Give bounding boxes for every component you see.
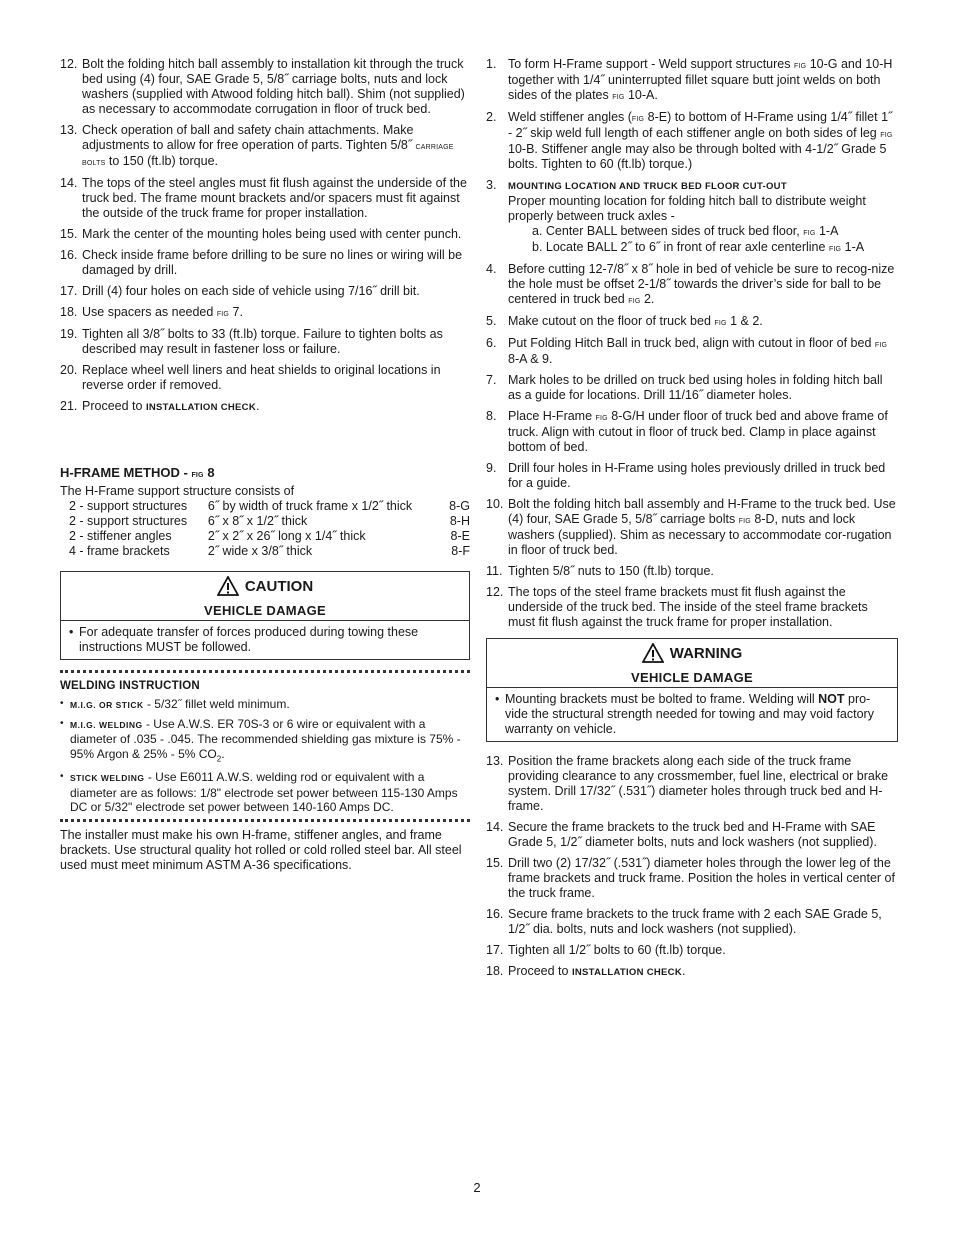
right-steps-list-c (486, 754, 898, 980)
caution-signal-word: CAUTION (244, 577, 314, 595)
warning-header (487, 639, 897, 688)
left-column (60, 57, 470, 873)
list-item: 5. Make cutout on the floor of truck bed fig 1 & 2. (486, 314, 763, 328)
warning-triangle-icon (217, 576, 239, 596)
table-row: 2 - support structures 6˝ by width of truck frame x 1/2˝ thick 8-G (69, 499, 470, 513)
table-row: 2 - support structures 6˝ x 8˝ x 1/2˝ thick 8-H (69, 514, 470, 528)
hframe-intro: The H-Frame support structure consists of (60, 484, 295, 498)
list-item: 20. Replace wheel well liners and heat shields to original locations in reverse order if removed. (60, 363, 441, 392)
list-item: 3. MOUNTING LOCATION AND TRUCK BED FLOOR CUT-OUT Proper mounting location for folding hitch ball to distribute weight properly between truck axles - a. Center BALL between sides of truck bed floor, fig 1-A b. Locate BALL 2˝ to 6˝ in front of rear axle centerline fig 1-A (486, 178, 898, 256)
hframe-parts-table (66, 499, 470, 559)
right-column (486, 57, 898, 986)
welding-title: WELDING INSTRUCTION (60, 680, 200, 692)
caution-text: • For adequate transfer of forces produced during towing these instructions MUST be followed. (69, 625, 461, 655)
list-item: 15. Drill two (2) 17/32˝ (.531˝) diameter holes through the lower leg of the frame brackets and truck frame. Position the holes in vertical center of the truck frame. (486, 856, 895, 900)
list-item: 1. To form H-Frame support - Weld support structures fig 10-G and 10-H together with 1/4˝ uninterrupted fillet square butt joint welds on both sides of the plates fig 10-A. (486, 57, 893, 102)
list-item: 19. Tighten all 3/8˝ bolts to 33 (ft.lb) torque. Failure to tighten bolts as described may result in fastener loss or failure. (60, 327, 443, 356)
list-item: 13. Check operation of ball and safety chain attachments. Make adjustments to allow for free operation of parts. Tighten 5/8˝ carriage bolts to 150 (ft.lb) torque. (60, 123, 454, 168)
list-item: 14. Secure the frame brackets to the truck bed and H-Frame with SAE Grade 5, 1/2˝ diameter bolts, nuts and lock washers (not supplied). (486, 820, 877, 849)
list-item: 2. Weld stiffener angles (fig 8-E) to bottom of H-Frame using 1/4˝ fillet 1˝ - 2˝ skip weld full length of each stiffener angle on both sides of leg fig 10-B. Stiffener angle may also be through bolted with 4-1/2˝ Grade 5 bolts. Tighten to 60 (ft.lb) torque.) (486, 110, 893, 171)
list-item: 13. Position the frame brackets along each side of the truck frame providing clearance to any crossmember, fuel line, electrical or brake system. Drill 17/32˝ (.531˝) diameter holes through truck bed and H-frame. (486, 754, 889, 813)
list-item: 16. Secure frame brackets to the truck frame with 2 each SAE Grade 5, 1/2˝ dia. bolts, nuts and lock washers (not supplied). (486, 907, 882, 936)
caution-box (60, 571, 470, 660)
caution-header (61, 572, 469, 621)
page-number: 2 (473, 1180, 481, 1195)
list-item: 17. Drill (4) four holes on each side of vehicle using 7/16˝ drill bit. (60, 284, 420, 298)
list-item: 6. Put Folding Hitch Ball in truck bed, align with cutout in floor of bed fig 8-A & 9. (486, 336, 888, 366)
installer-note: The installer must make his own H-frame, stiffener angles, and frame brackets. Use structural quality hot rolled or cold rolled steel bar. All steel used must meet minimum ASTM A-36 specifications. (60, 827, 462, 872)
list-item: 8. Place H-Frame fig 8-G/H under floor of truck bed and above frame of truck. Align with cutout in floor of truck bed. Clamp in place against bottom of bed. (486, 409, 888, 454)
list-item: 7. Mark holes to be drilled on truck bed using holes in folding hitch ball as a guide for locations. Drill 11/16˝ diameter holes. (486, 373, 883, 402)
list-item: • M.I.G. WELDING - Use A.W.S. ER 70S-3 or 6 wire or equivalent with a diameter of .035 - .045. The recommended shielding gas mixture is 75% - 95% Argon & 25% - 5% $CO_2$. (60, 717, 470, 767)
dotted-divider (60, 819, 470, 822)
left-steps-list (60, 57, 470, 415)
list-item: • M.I.G. OR STICK - 5/32˝ fillet weld minimum. (60, 697, 470, 713)
table-row: 2 - stiffener angles 2˝ x 2˝ x 26˝ long x 1/4˝ thick 8-E (69, 529, 470, 543)
step3-sub-b: b. Locate BALL 2˝ to 6˝ in front of rear axle centerline fig 1-A (532, 240, 865, 254)
warning-subtitle: VEHICLE DAMAGE (631, 670, 753, 685)
table-row: 4 - frame brackets 2˝ wide x 3/8˝ thick 8-F (69, 544, 470, 558)
list-item: 14. The tops of the steel angles must fit flush against the underside of the truck bed. The frame mount brackets and/or spacers must fit against the outside of the truck frame for proper installation. (60, 176, 467, 220)
list-item: 16. Check inside frame before drilling to be sure no lines or wiring will be damaged by drill. (60, 248, 463, 277)
list-item: 11. Tighten 5/8˝ nuts to 150 (ft.lb) torque. (486, 564, 714, 578)
step3-sub-a: a. Center BALL between sides of truck bed floor, fig 1-A (532, 224, 839, 238)
caution-subtitle: VEHICLE DAMAGE (204, 603, 326, 618)
list-item: 17. Tighten all 1/2˝ bolts to 60 (ft.lb) torque. (486, 943, 726, 957)
warning-triangle-icon (642, 643, 664, 663)
list-item: 15. Mark the center of the mounting holes being used with center punch. (60, 227, 462, 241)
step3-heading: MOUNTING LOCATION AND TRUCK BED FLOOR CUT-OUT (508, 181, 787, 192)
dotted-divider (60, 670, 470, 673)
hframe-heading: H-FRAME METHOD - fig 8 (60, 465, 215, 480)
warning-signal-word: WARNING (669, 644, 743, 662)
warning-text: • Mounting brackets must be bolted to frame. Welding will NOT pro-vide the structural strength needed for towing and may void factory warranty on vehicle. (495, 692, 889, 737)
list-item: 4. Before cutting 12-7/8˝ x 8˝ hole in bed of vehicle be sure to recog-nize the hole must be offset 2-1/8˝ towards the driver’s side for ball to be centered in truck bed fig 2. (486, 262, 895, 306)
list-item: 12. Bolt the folding hitch ball assembly to installation kit through the truck bed using (4) four, SAE Grade 5, 5/8˝ carriage bolts, nuts and lock washers (supplied with Atwood folding hitch ball). Shim (not supplied) as necessary to accommodate corrugation in floor of truck bed. (60, 57, 465, 116)
warning-box (486, 638, 898, 742)
right-steps-list-a (486, 57, 898, 630)
list-item: • STICK WELDING - Use E6011 A.W.S. welding rod or equivalent with a diameter are as follows: 1/8" electrode set power between 115-130 Amps DC or 5/32" electrode set power between 140-160 Amps DC. (60, 770, 470, 815)
list-item: 18. Proceed to INSTALLATION CHECK. (486, 964, 686, 978)
list-item: 12. The tops of the steel frame brackets must fit flush against the underside of the truck bed. The inside of the steel frame brackets must fit flush against the truck frame for proper installation. (486, 585, 868, 629)
list-item: 10. Bolt the folding hitch ball assembly and H-Frame to the truck bed. Use (4) four, SAE Grade 5, 5/8˝ carriage bolts fig 8-D, nuts and lock washers (supplied). Shim as necessary to accommodate cor-rugation in floor of truck bed. (486, 497, 896, 557)
list-item: 9. Drill four holes in H-Frame using holes previously drilled in truck bed for a guide. (486, 461, 886, 490)
list-item: 21. Proceed to INSTALLATION CHECK. (60, 399, 260, 413)
list-item: 18. Use spacers as needed fig 7. (60, 305, 243, 319)
